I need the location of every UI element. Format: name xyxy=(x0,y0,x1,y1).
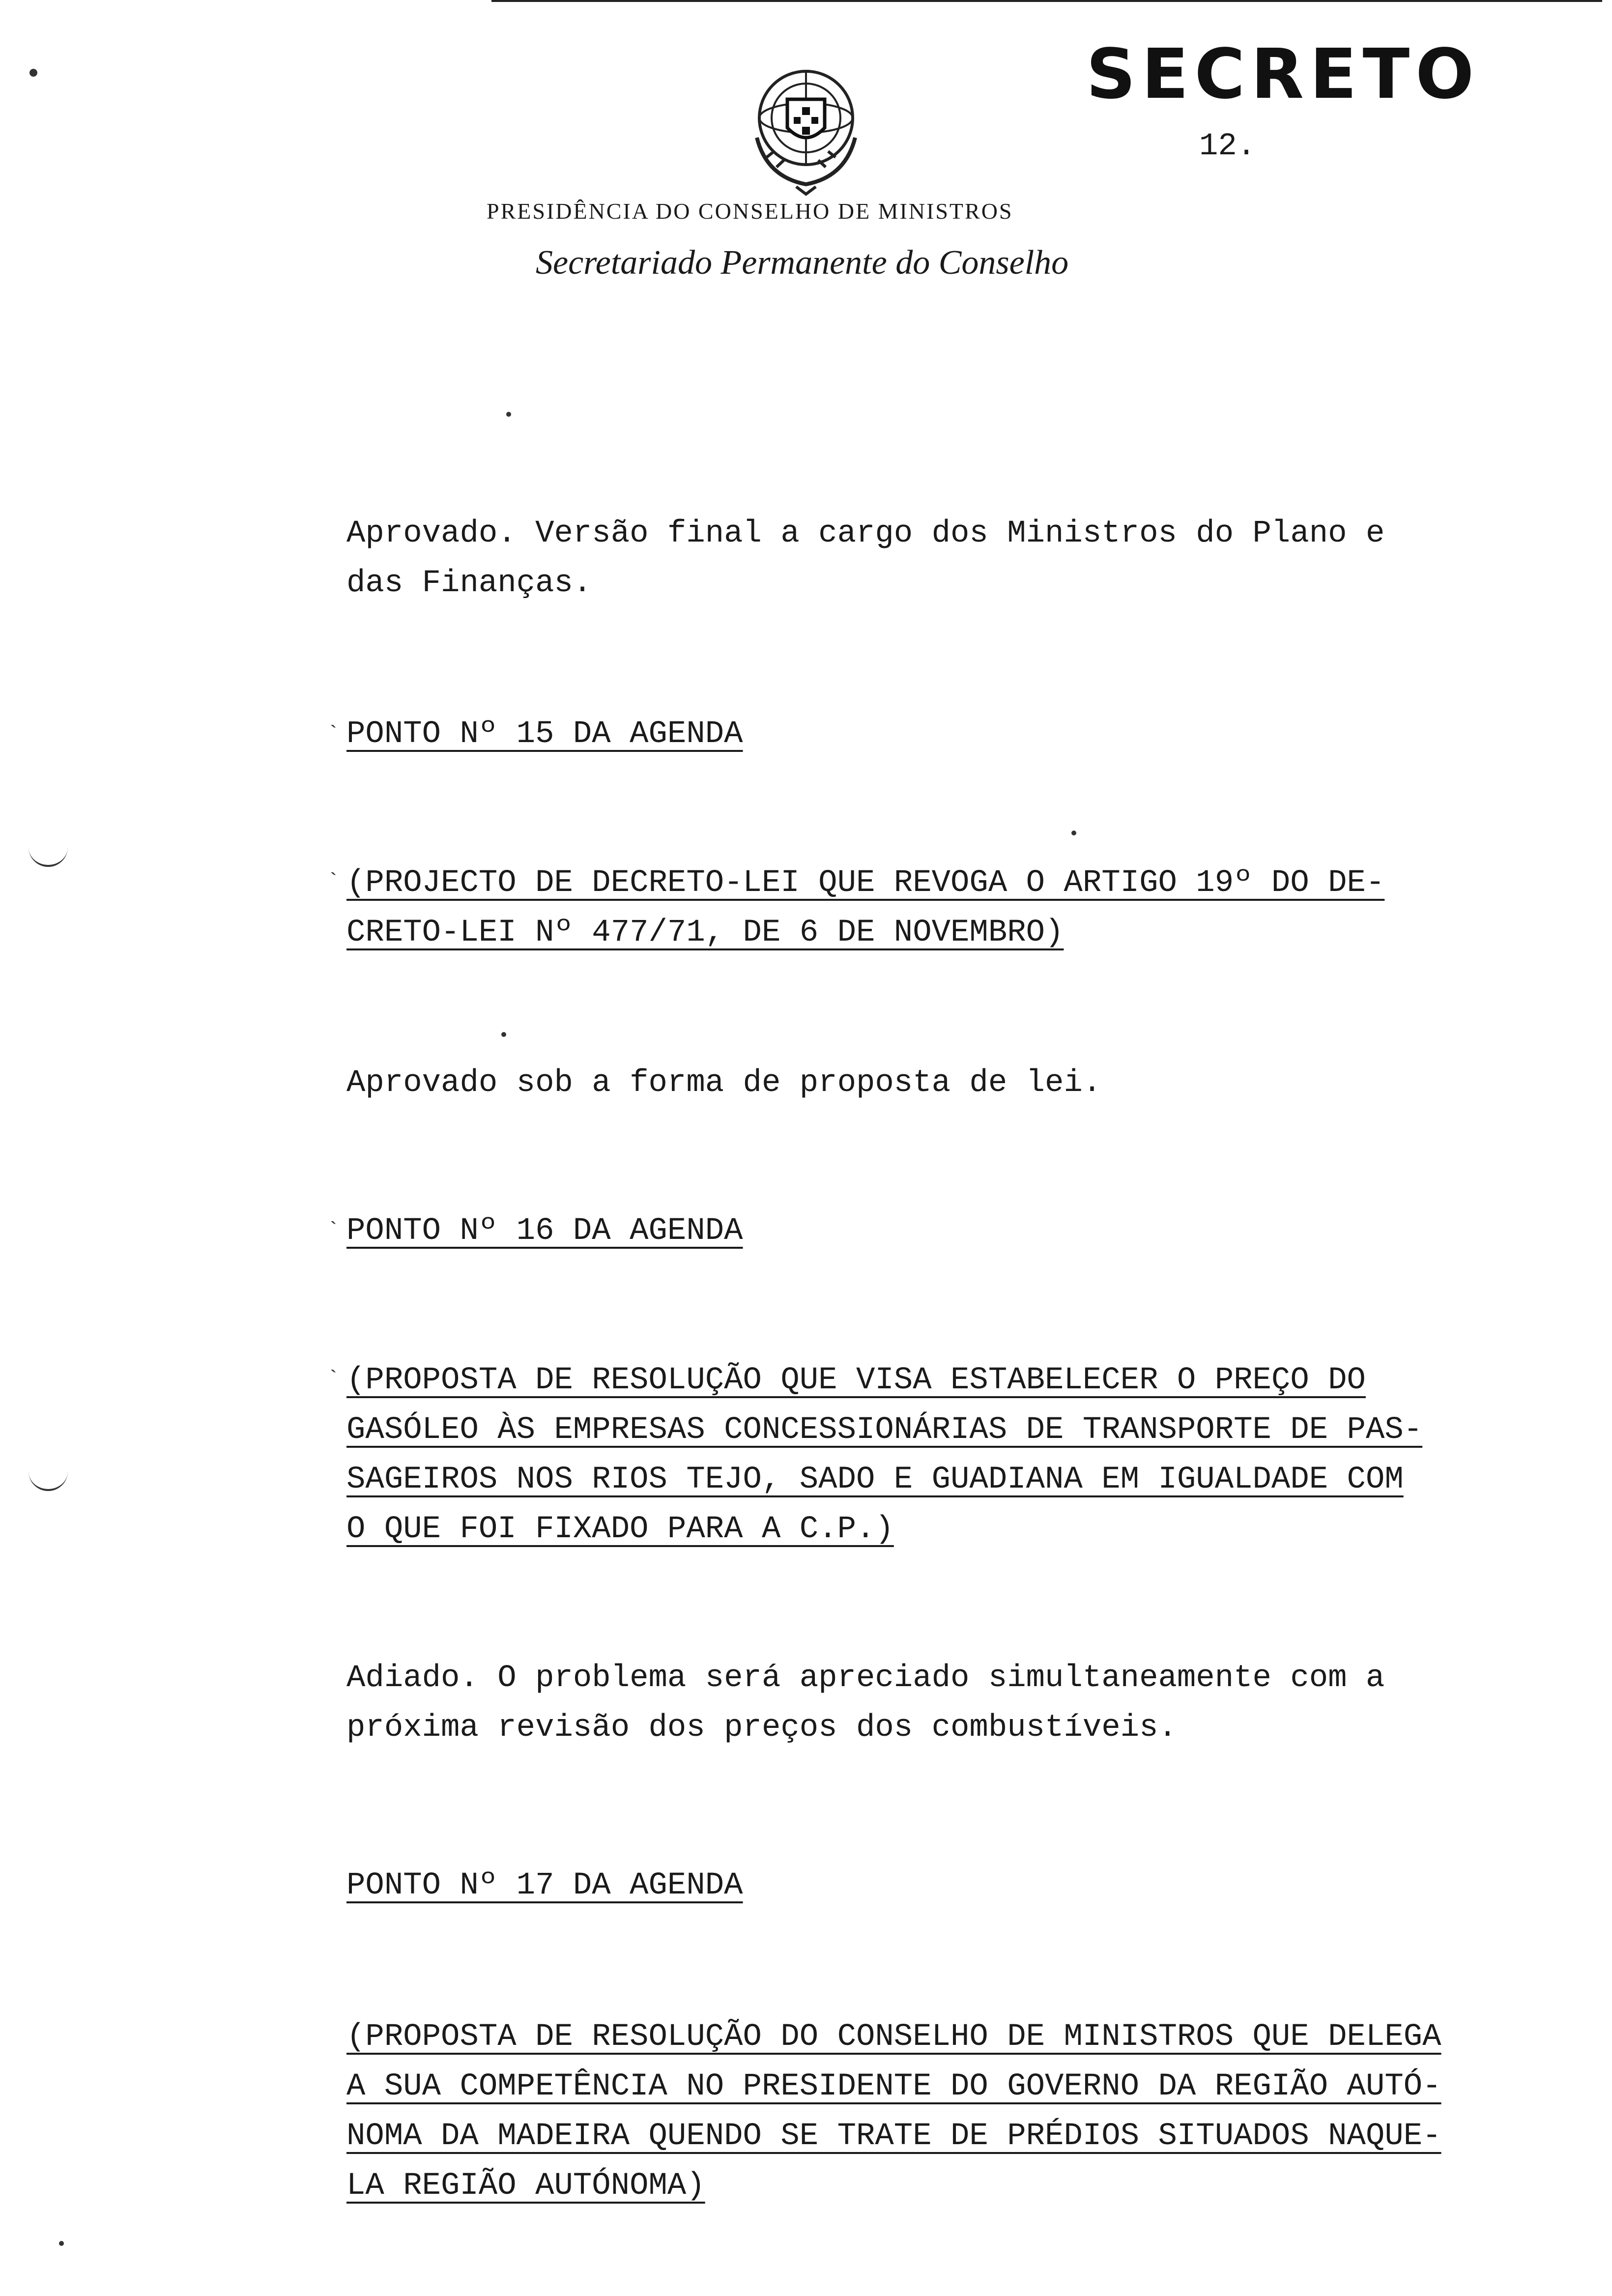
page-number: 12. xyxy=(1199,129,1256,164)
department-name: Secretariado Permanente do Conselho xyxy=(536,244,1069,282)
agenda-heading-16: PONTO Nº 16 DA AGENDA xyxy=(346,1213,743,1249)
approval-paragraph-line: Aprovado. Versão final a cargo dos Ministros do Plano e xyxy=(346,516,1385,551)
scan-speck xyxy=(501,1032,506,1037)
agenda-subject-16-line: SAGEIROS NOS RIOS TEJO, SADO E GUADIANA EM IGUALDADE COM xyxy=(346,1462,1404,1497)
agenda-subject-15-line: CRETO-LEI Nº 477/71, DE 6 DE NOVEMBRO) xyxy=(346,915,1064,950)
scan-speck xyxy=(29,69,37,77)
agenda-subject-17-line: NOMA DA MADEIRA QUENDO SE TRATE DE PRÉDIOS SITUADOS NAQUE- xyxy=(346,2119,1441,2154)
agenda-result-16-line: próxima revisão dos preços dos combustíveis. xyxy=(346,1710,1177,1746)
margin-tick-mark: ` xyxy=(327,870,340,894)
scan-speck xyxy=(506,412,511,417)
scan-speck xyxy=(59,2241,64,2246)
agenda-result-16-line: Adiado. O problema será apreciado simultaneamente com a xyxy=(346,1661,1385,1696)
agenda-heading-17: PONTO Nº 17 DA AGENDA xyxy=(346,1868,743,1903)
agenda-subject-16-line: GASÓLEO ÀS EMPRESAS CONCESSIONÁRIAS DE TRANSPORTE DE PAS- xyxy=(346,1412,1423,1448)
top-rule xyxy=(491,0,1602,2)
coat-of-arms-emblem xyxy=(747,64,865,197)
agenda-subject-15-line: (PROJECTO DE DECRETO-LEI QUE REVOGA O ARTIGO 19º DO DE- xyxy=(346,865,1385,901)
agenda-subject-17-line: A SUA COMPETÊNCIA NO PRESIDENTE DO GOVERNO DA REGIÃO AUTÓ- xyxy=(346,2069,1441,2104)
approval-paragraph-line: das Finanças. xyxy=(346,566,592,601)
agenda-subject-17-line: LA REGIÃO AUTÓNOMA) xyxy=(346,2168,705,2204)
margin-tick-mark: ` xyxy=(327,1219,340,1243)
scan-speck xyxy=(1071,831,1076,835)
classification-stamp: SECRETO xyxy=(1086,34,1480,115)
agenda-subject-17-line: (PROPOSTA DE RESOLUÇÃO DO CONSELHO DE MINISTROS QUE DELEGA xyxy=(346,2019,1441,2055)
punch-hole-mark xyxy=(29,845,68,867)
organization-name: PRESIDÊNCIA DO CONSELHO DE MINISTROS xyxy=(487,199,1013,224)
margin-tick-mark: ` xyxy=(327,722,340,747)
punch-hole-mark xyxy=(29,1469,68,1491)
agenda-heading-15: PONTO Nº 15 DA AGENDA xyxy=(346,717,743,752)
margin-tick-mark: ` xyxy=(327,1367,340,1392)
agenda-subject-16-line: (PROPOSTA DE RESOLUÇÃO QUE VISA ESTABELECER O PREÇO DO xyxy=(346,1363,1366,1398)
agenda-result-15: Aprovado sob a forma de proposta de lei. xyxy=(346,1065,1102,1101)
agenda-subject-16-line: O QUE FOI FIXADO PARA A C.P.) xyxy=(346,1512,894,1547)
